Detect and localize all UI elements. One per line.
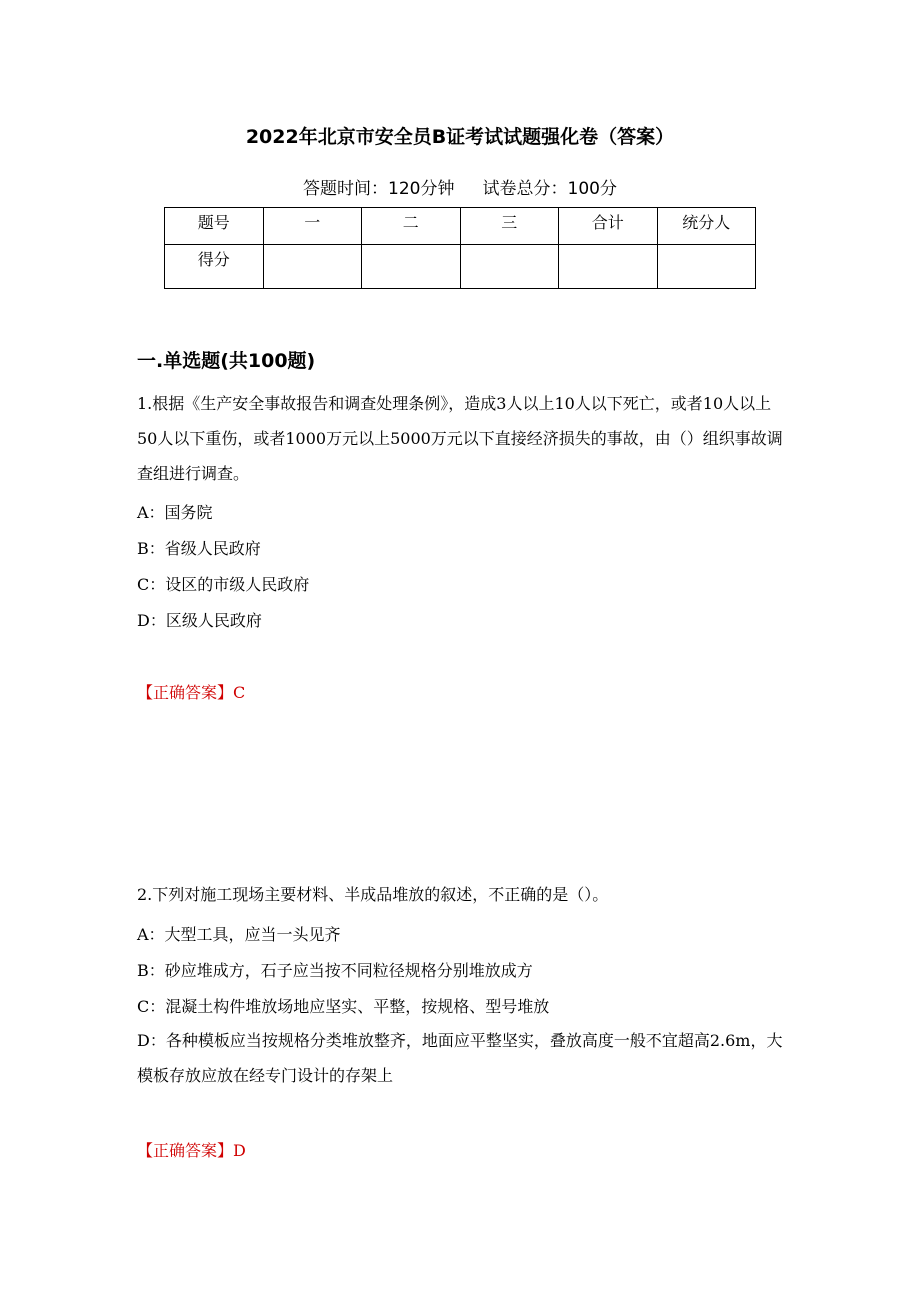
exam-info xyxy=(0,174,920,199)
score-cell: 统分人 xyxy=(657,208,756,245)
question-stem: 2.下列对施工现场主要材料、半成品堆放的叙述，不正确的是（）。 xyxy=(137,885,609,904)
score-cell xyxy=(460,245,559,289)
section-title: 一.单选题(共100题) xyxy=(137,350,316,372)
exam-time: 答题时间：120分钟 xyxy=(303,179,455,199)
score-cell xyxy=(263,245,362,289)
correct-answer: 【正确答案】D xyxy=(137,1141,246,1160)
score-cell: 一 xyxy=(263,208,362,245)
score-cell xyxy=(657,245,756,289)
question-option: D：各种模板应当按规格分类堆放整齐，地面应平整坚实，叠放高度一般不宜超高2.6m，大模板存放应放在经专门设计的存架上 xyxy=(137,1031,783,1085)
score-cell xyxy=(362,245,461,289)
score-cell xyxy=(559,245,658,289)
question-option: C：混凝土构件堆放场地应坚实、平整，按规格、型号堆放 xyxy=(137,997,550,1016)
score-table-score-row xyxy=(165,245,756,289)
question-option: A：大型工具，应当一头见齐 xyxy=(137,925,341,944)
score-cell: 题号 xyxy=(165,208,264,245)
question-option: B：省级人民政府 xyxy=(137,539,261,558)
document-title: 2022年北京市安全员B证考试试题强化卷（答案） xyxy=(245,126,675,148)
correct-answer: 【正确答案】C xyxy=(137,683,246,702)
question-option: D：区级人民政府 xyxy=(137,611,262,630)
question-option: A：国务院 xyxy=(137,503,213,522)
exam-total-score: 试卷总分：100分 xyxy=(482,179,617,199)
question-option: B：砂应堆成方，石子应当按不同粒径规格分别堆放成方 xyxy=(137,961,533,980)
score-cell: 三 xyxy=(460,208,559,245)
question-option: C：设区的市级人民政府 xyxy=(137,575,310,594)
score-cell: 合计 xyxy=(559,208,658,245)
score-table-header-row xyxy=(165,208,756,245)
question-stem: 1.根据《生产安全事故报告和调查处理条例》，造成3人以上10人以下死亡，或者10人以上50人以下重伤，或者1000万元以上5000万元以下直接经济损失的事故，由（）组织事故调查组进行调查。 xyxy=(137,394,783,483)
score-cell: 得分 xyxy=(165,245,264,289)
score-cell: 二 xyxy=(362,208,461,245)
score-table xyxy=(164,207,756,289)
